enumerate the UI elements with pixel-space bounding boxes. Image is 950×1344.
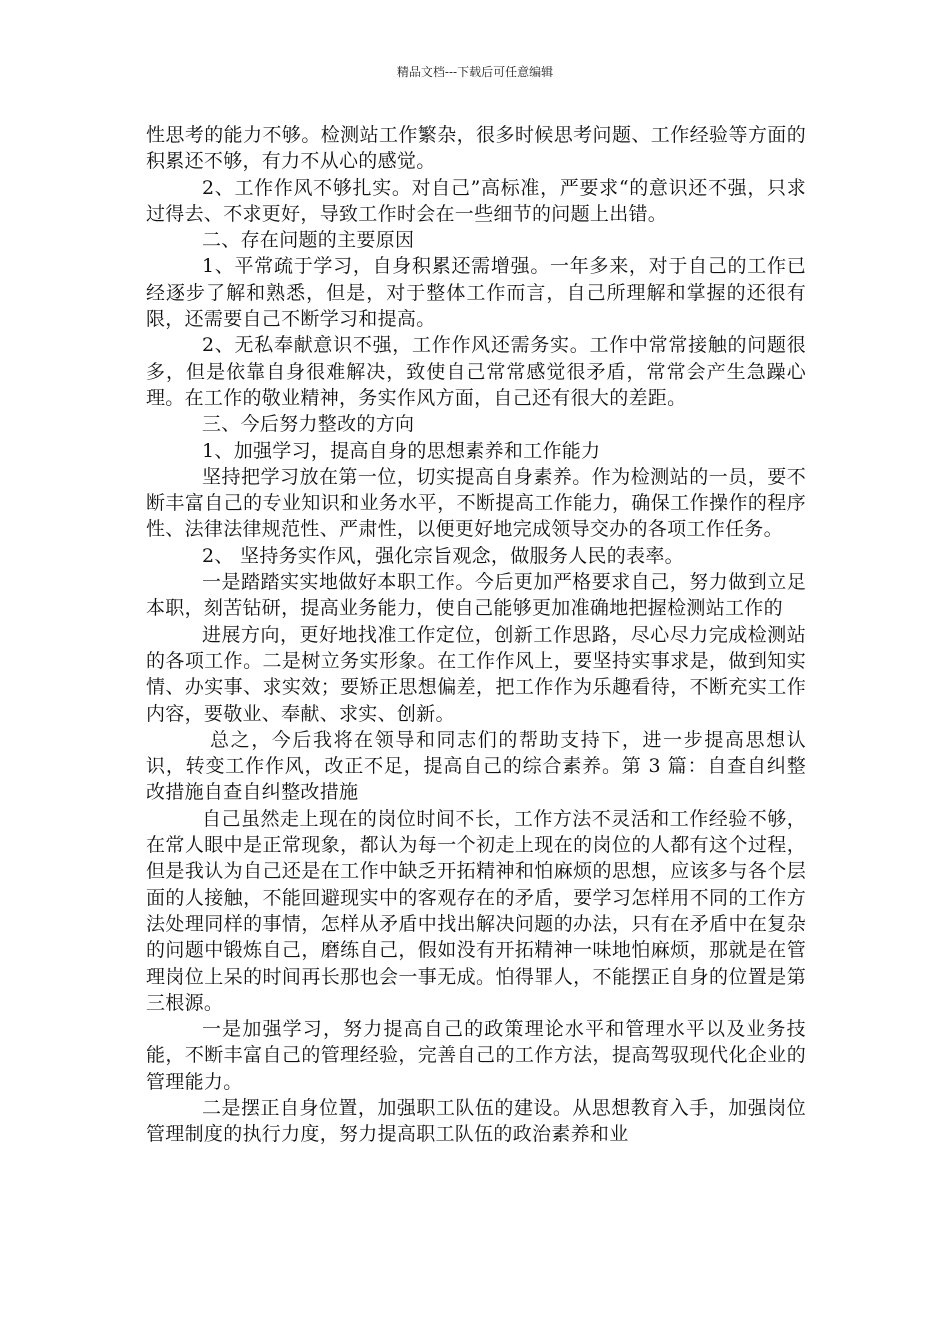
paragraph: 二是摆正自身位置，加强职工队伍的建设。从思想教育入手，加强岗位管理制度的执行力度，努力提高职工队伍的政治素养和业 [146, 1096, 806, 1146]
paragraph: 一是踏踏实实地做好本职工作。今后更加严格要求自己，努力做到立足本职，刻苦钻研，提高业务能力，使自己能够更加准确地把握检测站工作的 [146, 571, 806, 620]
section-heading: 二、存在问题的主要原因 [202, 229, 415, 252]
paragraph: 坚持把学习放在第一位，切实提高自身素养。作为检测站的一员，要不断丰富自己的专业知识和业务水平，不断提高工作能力，确保工作操作的程序性、法律法律规范性、严肃性，以便更好地完成领导交办的各项工作任务。 [146, 465, 806, 541]
section-heading: 三、今后努力整改的方向 [202, 413, 415, 436]
paragraph: 总之，今后我将在领导和同志们的帮助支持下，进一步提高思想认识，转变工作作风，改正不足，提高自己的综合素养。第 3 篇：自查自纠整改措施自查自纠整改措施 [146, 728, 806, 804]
paragraph: 2、工作作风不够扎实。对自己”高标准，严要求“的意识还不强，只求过得去、不求更好，导致工作时会在一些细节的问题上出错。 [146, 176, 806, 225]
paragraph: 进展方向，更好地找准工作定位，创新工作思路，尽心尽力完成检测站的各项工作。二是树立务实形象。在工作作风上，要坚持实事求是，做到知实情、办实事、求实效；要矫正思想偏差，把工作作为乐趣看待，不断充实工作内容，要敬业、奉献、求实、创新。 [146, 623, 806, 725]
page-header: 精品文档---下载后可任意编辑 [396, 65, 554, 79]
document-body [146, 122, 806, 1148]
paragraph: 自己虽然走上现在的岗位时间不长，工作方法不灵活和工作经验不够，在常人眼中是正常现象，都认为每一个初走上现在的岗位的人都有这个过程，但是我认为自己还是在工作中缺乏开拓精神和怕麻烦的思想，应该多与各个层面的人接触，不能回避现实中的客观存在的矛盾，要学习怎样用不同的工作方法处理同样的事情，怎样从矛盾中找出解决问题的办法，只有在矛盾中在复杂的问题中锻炼自己，磨练自己，假如没有开拓精神一味地怕麻烦，那就是在管理岗位上呆的时间再长那也会一事无成。怕得罪人，不能摆正自身的位置是第三根源。 [146, 807, 806, 1014]
paragraph: 性思考的能力不够。检测站工作繁杂，很多时候思考问题、工作经验等方面的积累还不够，有力不从心的感觉。 [146, 124, 806, 173]
subsection-heading: 1、加强学习，提高自身的思想素养和工作能力 [202, 439, 601, 462]
paragraph: 1、平常疏于学习，自身积累还需增强。一年多来，对于自己的工作已经逐步了解和熟悉，但是，对于整体工作而言，自己所理解和掌握的还很有限，还需要自己不断学习和提高。 [146, 255, 806, 331]
subsection-heading: 2、 坚持务实作风，强化宗旨观念，做服务人民的表率。 [202, 544, 684, 567]
paragraph: 一是加强学习，努力提高自己的政策理论水平和管理水平以及业务技能，不断丰富自己的管理经验，完善自己的工作方法，提高驾驭现代化企业的管理能力。 [146, 1018, 806, 1093]
paragraph: 2、无私奉献意识不强，工作作风还需务实。工作中常常接触的问题很多，但是依靠自身很难解决，致使自己常常感觉很矛盾，常常会产生急躁心理。在工作的敬业精神，务实作风方面，自己还有很大的差距。 [146, 334, 806, 409]
